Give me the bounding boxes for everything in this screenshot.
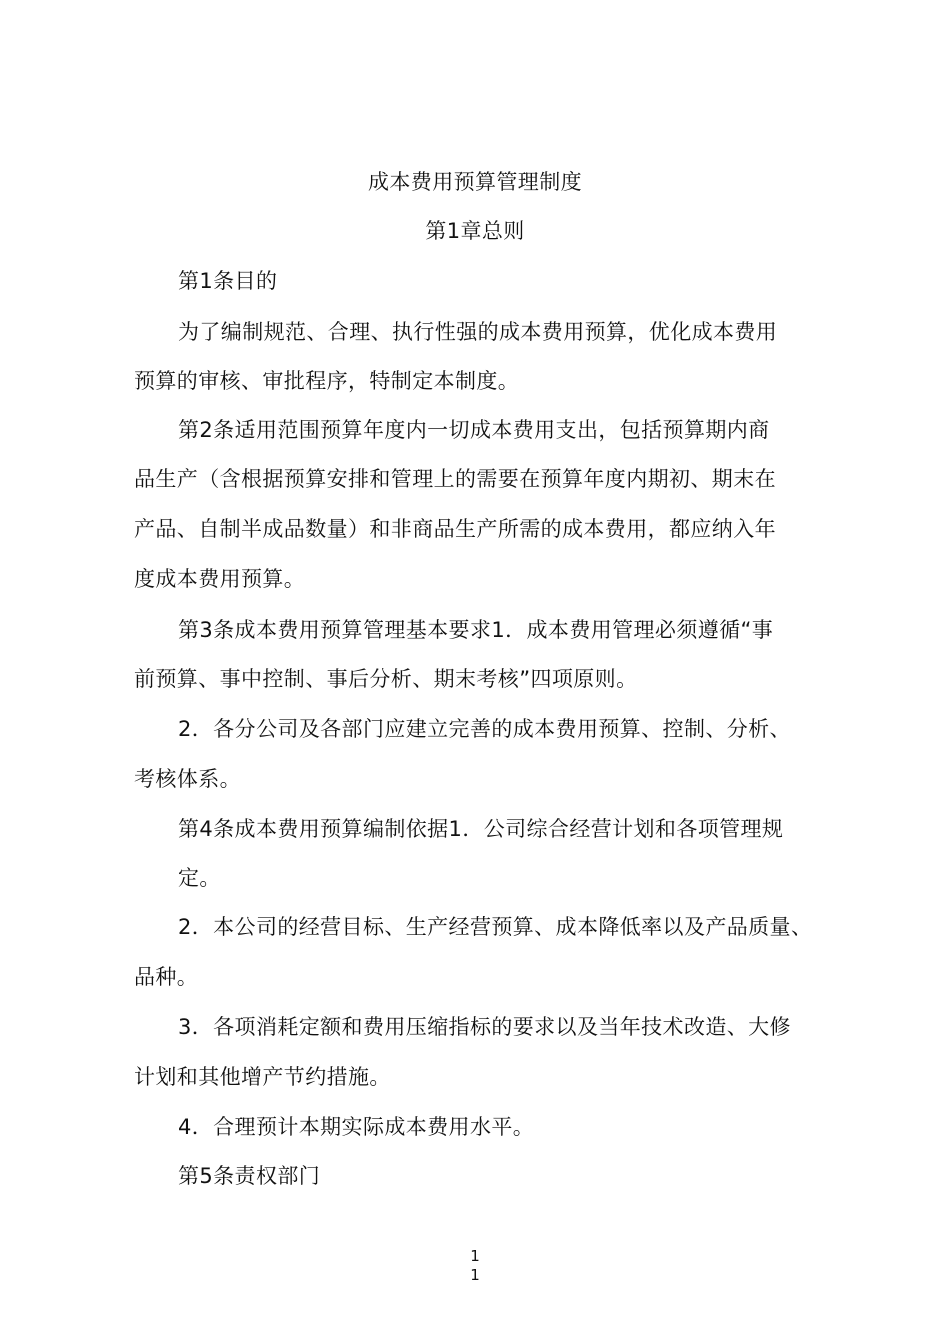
article-1-heading: 第1条目的: [178, 269, 278, 293]
paragraph-line: 定。: [178, 866, 221, 890]
article-5-heading: 第5条责权部门: [178, 1164, 321, 1188]
paragraph-line: 为了编制规范、合理、执行性强的成本费用预算，优化成本费用: [178, 320, 778, 344]
list-item: 4．合理预计本期实际成本费用水平。: [178, 1115, 535, 1139]
paragraph-line: 品种。: [134, 965, 199, 989]
article-4-line: 第4条成本费用预算编制依据1．公司综合经营计划和各项管理规: [178, 817, 784, 841]
paragraph-line: 产品、自制半成品数量）和非商品生产所需的成本费用，都应纳入年: [134, 517, 776, 541]
paragraph-line: 计划和其他增产节约措施。: [134, 1065, 391, 1089]
list-item: 2．各分公司及各部门应建立完善的成本费用预算、控制、分析、: [178, 717, 791, 741]
document-title: 成本费用预算管理制度: [368, 170, 582, 194]
paragraph-line: 预算的审核、审批程序，特制定本制度。: [134, 369, 520, 393]
list-item: 3．各项消耗定额和费用压缩指标的要求以及当年技术改造、大修: [178, 1015, 791, 1039]
list-item: 2．本公司的经营目标、生产经营预算、成本降低率以及产品质量、: [178, 915, 813, 939]
chapter-heading: 第1章总则: [425, 219, 525, 243]
page-number: 1: [470, 1247, 480, 1265]
paragraph-line: 考核体系。: [134, 767, 241, 791]
paragraph-line: 度成本费用预算。: [134, 567, 306, 591]
article-2-line: 第2条适用范围预算年度内一切成本费用支出，包括预算期内商: [178, 418, 770, 442]
article-3-line: 第3条成本费用预算管理基本要求1．成本费用管理必须遵循“事: [178, 618, 774, 642]
paragraph-line: 品生产（含根据预算安排和管理上的需要在预算年度内期初、期末在: [134, 467, 776, 491]
page-number-total: 1: [470, 1266, 480, 1284]
paragraph-line: 前预算、事中控制、事后分析、期末考核”四项原则。: [134, 667, 638, 691]
